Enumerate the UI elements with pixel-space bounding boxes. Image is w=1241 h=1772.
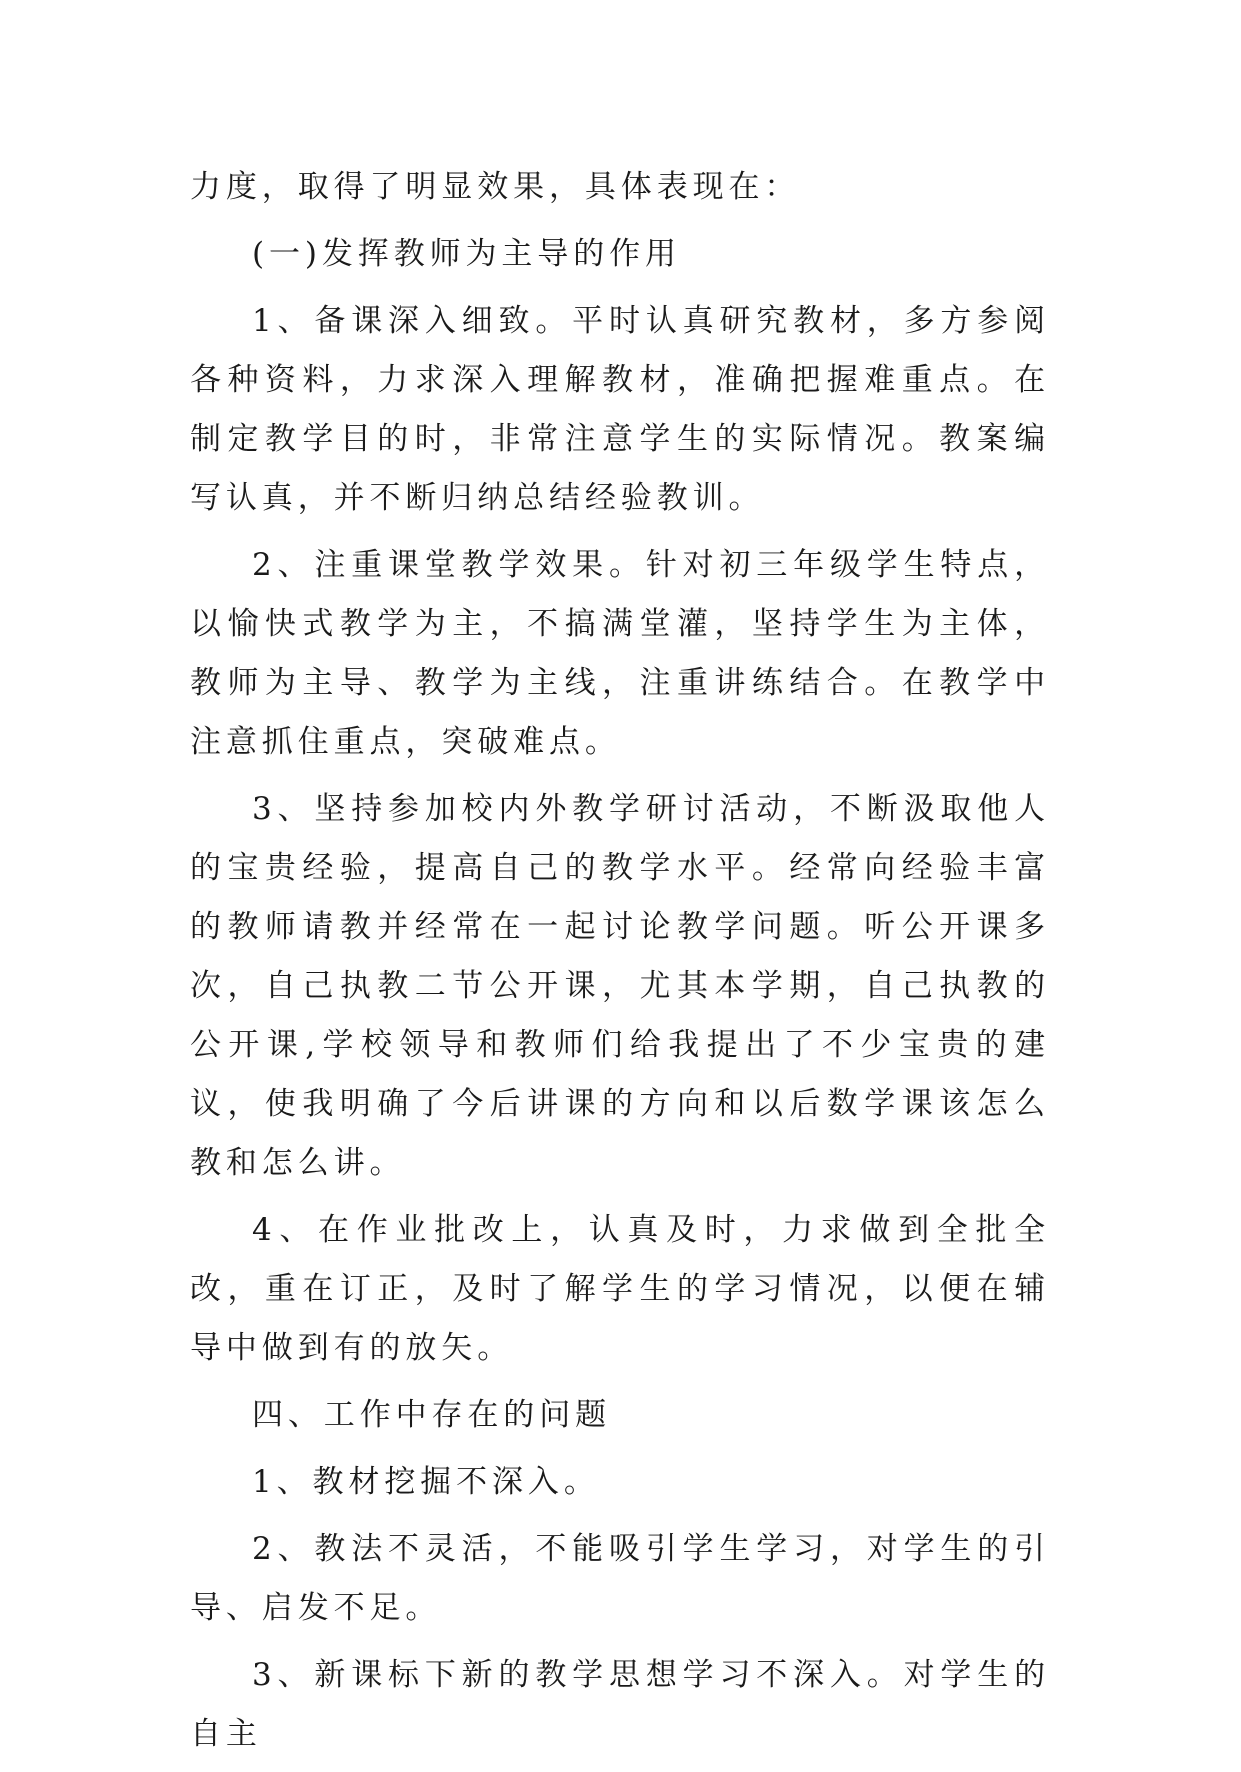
paragraph-homework: 4、在作业批改上，认真及时，力求做到全批全改，重在订正，及时了解学生的学习情况，以便在辅导中做到有的放矢。 xyxy=(190,1212,1050,1366)
document-body xyxy=(190,158,1050,1772)
section-heading-problems: 四、工作中存在的问题 xyxy=(252,1397,611,1433)
problem-item-1: 1、教材挖掘不深入。 xyxy=(252,1464,600,1500)
paragraph-classroom-effect: 2、注重课堂教学效果。针对初三年级学生特点，以愉快式教学为主，不搞满堂灌，坚持学生为主体，教师为主导、教学为主线，注重讲练结合。在教学中注意抓住重点，突破难点。 xyxy=(190,547,1050,760)
problem-item-2: 2、教法不灵活，不能吸引学生学习，对学生的引导、启发不足。 xyxy=(190,1531,1050,1626)
paragraph-teaching-research: 3、坚持参加校内外教学研讨活动，不断汲取他人的宝贵经验，提高自己的教学水平。经常向经验丰富的教师请教并经常在一起讨论教学问题。听公开课多次，自己执教二节公开课，尤其本学期，自己执教的公开课,学校领导和教师们给我提出了不少宝贵的建议，使我明确了今后讲课的方向和以后数学课该怎么教和怎么讲。 xyxy=(190,791,1050,1181)
paragraph-lesson-prep: 1、备课深入细致。平时认真研究教材，多方参阅各种资料，力求深入理解教材，准确把握难重点。在制定教学目的时，非常注意学生的实际情况。教案编写认真，并不断归纳总结经验教训。 xyxy=(190,303,1050,516)
problem-item-3: 3、新课标下新的教学思想学习不深入。对学生的自主 xyxy=(190,1657,1050,1752)
paragraph-1: 力度，取得了明显效果，具体表现在： xyxy=(190,169,801,205)
section-heading-teacher-role: (一)发挥教师为主导的作用 xyxy=(252,236,681,272)
